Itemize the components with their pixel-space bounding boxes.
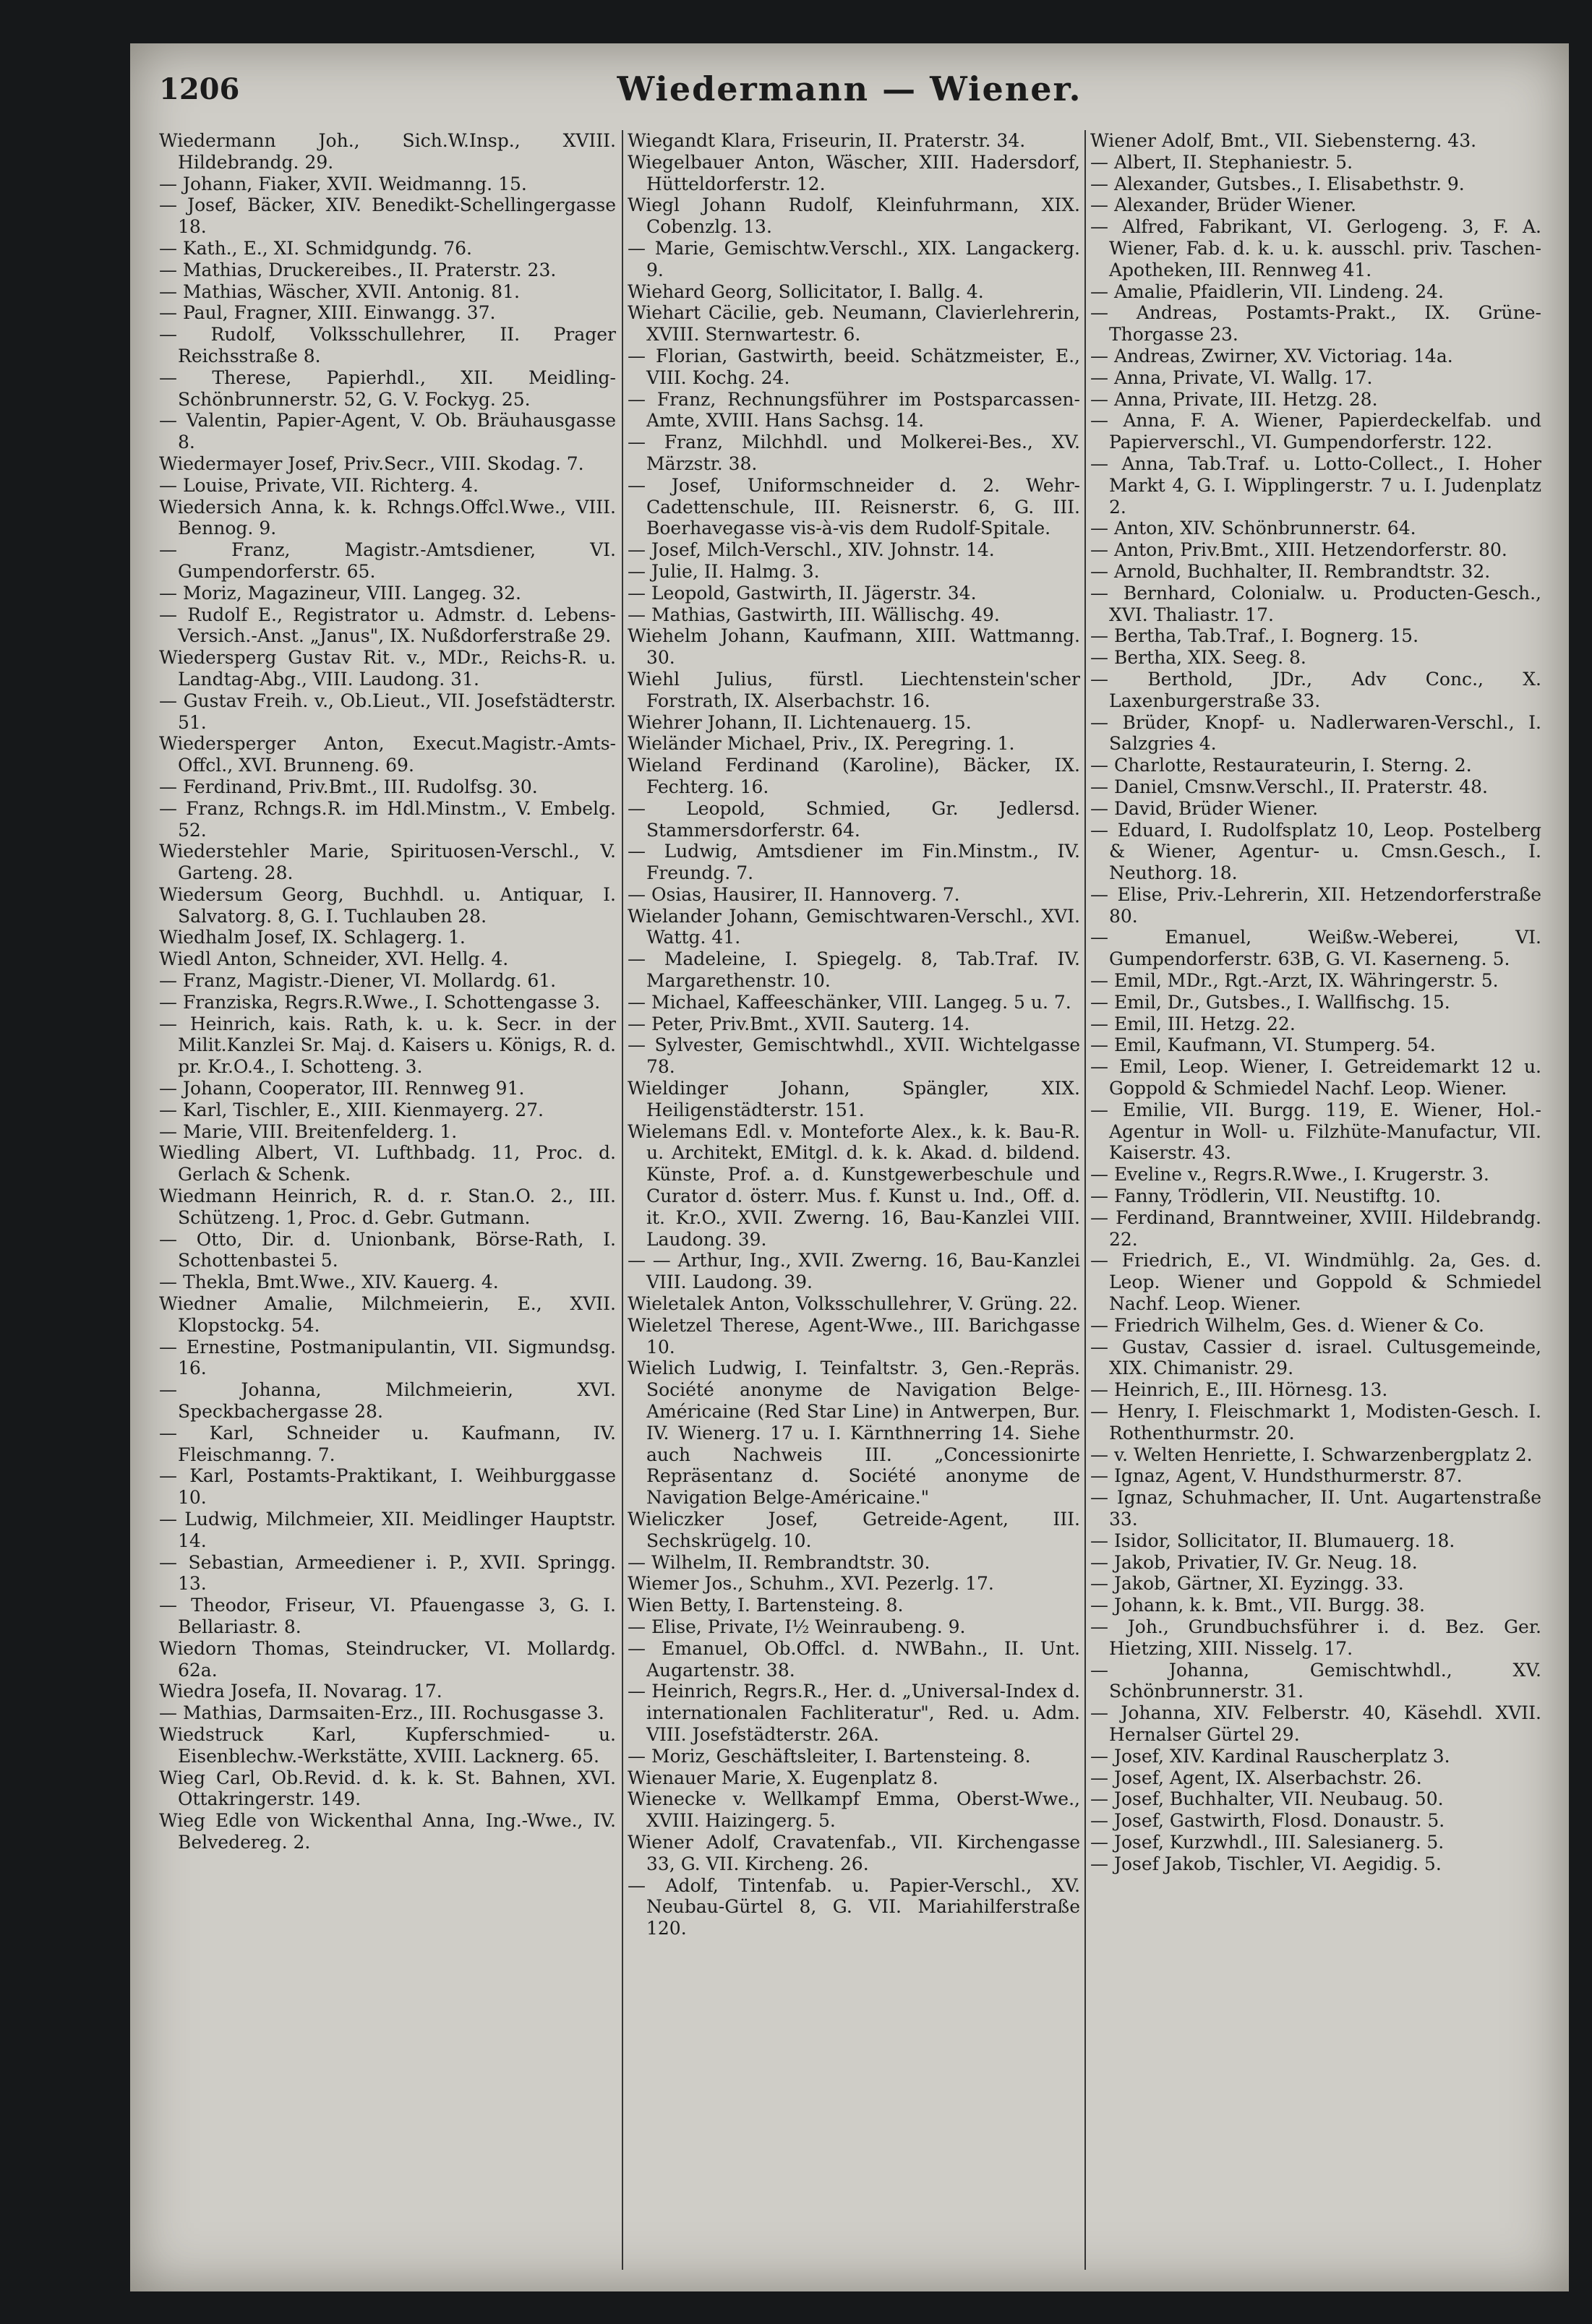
directory-entry: — Moriz, Geschäftsleiter, I. Bartensteing. 8. — [628, 1745, 1031, 1767]
directory-page — [130, 43, 1569, 2291]
directory-entry: — Charlotte, Restaurateurin, I. Sterng. 2. — [1090, 755, 1472, 776]
directory-entry: — Isidor, Sollicitator, II. Blumauerg. 18. — [1090, 1530, 1455, 1551]
directory-entry: — Anton, Priv.Bmt., XIII. Hetzendorferstr. 80. — [1090, 539, 1507, 561]
directory-entry: — Gustav, Cassier d. israel. Cultusgemeinde, XIX. Chimanistr. 29. — [1090, 1336, 1541, 1379]
directory-entry: Wiedersich Anna, k. k. Rchngs.Offcl.Wwe., VIII. Bennog. 9. — [159, 496, 616, 539]
directory-entry: — — Arthur, Ing., XVII. Zwerng. 16, Bau-Kanzlei VIII. Laudong. 39. — [628, 1250, 1080, 1293]
directory-entry: — Franz, Magistr.-Diener, VI. Mollardg. 61. — [159, 970, 557, 992]
directory-entry: — Josef, Uniformschneider d. 2. Wehr-Cadettenschule, III. Reisnerstr. 6, G. III. Boerhavegasse vis-à-vis dem Rudolf-Spitale. — [628, 474, 1080, 539]
directory-entry: — Josef, XIV. Kardinal Rauscherplatz 3. — [1090, 1745, 1450, 1767]
directory-entry: Wielemans Edl. v. Monteforte Alex., k. k. Bau-R. u. Architekt, EMitgl. d. k. k. Akad. d. bildend. Künste, Prof. a. d. Kunstgewerbeschule und Curator d. österr. Mus. f. Kunst u. Ind., Off. d. it. Kr.O., XVII. Zwerng. 16, Bau-Kanzlei VIII. Laudong. 39. — [628, 1120, 1080, 1250]
directory-entry: Wiener Adolf, Bmt., VII. Siebensterng. 43. — [1090, 130, 1477, 151]
directory-entry: Wiedl Anton, Schneider, XVI. Hellg. 4. — [159, 948, 509, 970]
directory-entry: Wiener Adolf, Cravatenfab., VII. Kirchengasse 33, G. VII. Kircheng. 26. — [628, 1831, 1080, 1874]
directory-entry: — Eveline v., Regrs.R.Wwe., I. Krugerstr. 3. — [1090, 1164, 1489, 1185]
directory-entry: — Bernhard, Colonialw. u. Producten-Gesch., XVI. Thaliastr. 17. — [1090, 582, 1541, 625]
directory-entry: — Jakob, Gärtner, XI. Eyzingg. 33. — [1090, 1573, 1404, 1595]
directory-entry: Wiedorn Thomas, Steindrucker, VI. Mollardg. 62a. — [159, 1637, 616, 1681]
directory-entry: — David, Brüder Wiener. — [1090, 797, 1319, 819]
directory-entry: — Alfred, Fabrikant, VI. Gerlogeng. 3, F. A. Wiener, Fab. d. k. u. k. ausschl. priv. Taschen-Apotheken, III. Rennweg 41. — [1090, 216, 1541, 280]
directory-entry: Wieldinger Johann, Spängler, XIX. Heiligenstädterstr. 151. — [628, 1078, 1080, 1120]
directory-entry: — Theodor, Friseur, VI. Pfauengasse 3, G. I. Bellariastr. 8. — [159, 1595, 616, 1637]
directory-entry: — Julie, II. Halmg. 3. — [628, 560, 820, 582]
directory-entry: — Fanny, Trödlerin, VII. Neustiftg. 10. — [1090, 1185, 1442, 1207]
directory-entry: Wieländer Michael, Priv., IX. Peregring. 1. — [628, 733, 1015, 755]
directory-entry: — Otto, Dir. d. Unionbank, Börse-Rath, I. Schottenbastei 5. — [159, 1228, 616, 1272]
directory-entry: Wiegelbauer Anton, Wäscher, XIII. Hadersdorf, Hütteldorferstr. 12. — [628, 151, 1080, 194]
directory-entry: — Alexander, Brüder Wiener. — [1090, 194, 1357, 216]
directory-columns — [159, 130, 1540, 2270]
directory-entry: — Emanuel, Ob.Offcl. d. NWBahn., II. Unt. Augartenstr. 38. — [628, 1637, 1080, 1681]
directory-entry: Wiedermann Joh., Sich.W.Insp., XVIII. Hildebrandg. 29. — [159, 130, 616, 173]
directory-entry: — Emil, Kaufmann, VI. Stumperg. 54. — [1090, 1034, 1436, 1056]
directory-entry: Wiederstehler Marie, Spirituosen-Verschl., V. Garteng. 28. — [159, 841, 616, 884]
directory-entry: — Franz, Rechnungsführer im Postsparcassen-Amte, XVIII. Hans Sachsg. 14. — [628, 388, 1080, 432]
directory-entry: — Franziska, Regrs.R.Wwe., I. Schottengasse 3. — [159, 991, 601, 1013]
running-title: Wiedermann — Wiener. — [617, 69, 1082, 108]
directory-entry: Wiehard Georg, Sollicitator, I. Ballg. 4. — [628, 280, 984, 302]
page-header — [159, 69, 1540, 123]
directory-entry: — Adolf, Tintenfab. u. Papier-Verschl., XV. Neubau-Gürtel 8, G. VII. Mariahilferstraße 120. — [628, 1874, 1080, 1939]
directory-entry: — Rudolf E., Registrator u. Admstr. d. Lebens-Versich.-Anst. „Janus", IX. Nußdorferstraße 29. — [159, 604, 616, 647]
directory-entry: — Leopold, Gastwirth, II. Jägerstr. 34. — [628, 582, 977, 604]
column-2 — [622, 130, 1080, 2270]
directory-entry: — Emil, Leop. Wiener, I. Getreidemarkt 12 u. Goppold & Schmiedel Nachf. Leop. Wiener. — [1090, 1056, 1541, 1099]
directory-entry: Wiegl Johann Rudolf, Kleinfuhrmann, XIX. Cobenzlg. 13. — [628, 194, 1080, 238]
directory-entry: — Moriz, Magazineur, VIII. Langeg. 32. — [159, 582, 521, 604]
directory-entry: — Anna, Tab.Traf. u. Lotto-Collect., I. Hoher Markt 4, G. I. Wipplingerstr. 7 u. I. Judenplatz 2. — [1090, 453, 1541, 518]
directory-entry: — Josef, Milch-Verschl., XIV. Johnstr. 14. — [628, 539, 995, 561]
directory-entry: Wiedermayer Josef, Priv.Secr., VIII. Skodag. 7. — [159, 453, 584, 474]
directory-entry: — Johanna, Gemischtwhdl., XV. Schönbrunnerstr. 31. — [1090, 1659, 1541, 1702]
directory-entry: — Alexander, Gutsbes., I. Elisabethstr. 9. — [1090, 173, 1465, 194]
directory-entry: — Josef, Kurzwhdl., III. Salesianerg. 5. — [1090, 1831, 1445, 1853]
directory-entry: — Brüder, Knopf- u. Nadlerwaren-Verschl., I. Salzgries 4. — [1090, 711, 1541, 755]
directory-entry: Wienecke v. Wellkampf Emma, Oberst-Wwe., XVIII. Haizingerg. 5. — [628, 1788, 1080, 1832]
directory-entry: — Andreas, Postamts-Prakt., IX. Grüne-Thorgasse 23. — [1090, 302, 1541, 346]
directory-entry: — Madeleine, I. Spiegelg. 8, Tab.Traf. IV. Margarethenstr. 10. — [628, 948, 1080, 992]
directory-entry: Wiehart Cäcilie, geb. Neumann, Clavierlehrerin, XVIII. Sternwartestr. 6. — [628, 302, 1080, 346]
directory-entry: — Bertha, Tab.Traf., I. Bognerg. 15. — [1090, 625, 1419, 647]
directory-entry: — Mathias, Wäscher, XVII. Antonig. 81. — [159, 280, 520, 302]
directory-entry: Wieg Edle von Wickenthal Anna, Ing.-Wwe., IV. Belvedereg. 2. — [159, 1810, 616, 1853]
directory-entry: — Friedrich Wilhelm, Ges. d. Wiener & Co. — [1090, 1314, 1484, 1336]
directory-entry: — Johann, Cooperator, III. Rennweg 91. — [159, 1078, 525, 1099]
directory-entry: — Michael, Kaffeeschänker, VIII. Langeg. 5 u. 7. — [628, 991, 1071, 1013]
directory-entry: Wiedersum Georg, Buchhdl. u. Antiquar, I. Salvatorg. 8, G. I. Tuchlauben 28. — [159, 883, 616, 927]
directory-entry: — Emil, MDr., Rgt.-Arzt, IX. Währingerstr. 5. — [1090, 970, 1499, 992]
directory-entry: — Emanuel, Weißw.-Weberei, VI. Gumpendorferstr. 63B, G. VI. Kaserneng. 5. — [1090, 927, 1541, 970]
directory-entry: — Mathias, Druckereibes., II. Praterstr. 23. — [159, 259, 557, 280]
directory-entry: — Bertha, XIX. Seeg. 8. — [1090, 647, 1306, 669]
directory-entry: — Friedrich, E., VI. Windmühlg. 2a, Ges. d. Leop. Wiener und Goppold & Schmiedel Nachf. Leop. Wiener. — [1090, 1250, 1541, 1315]
directory-entry: Wiedra Josefa, II. Novarag. 17. — [159, 1681, 442, 1702]
directory-entry: — Thekla, Bmt.Wwe., XIV. Kauerg. 4. — [159, 1272, 499, 1293]
directory-entry: Wiedstruck Karl, Kupferschmied- u. Eisenblechw.-Werkstätte, XVIII. Lacknerg. 65. — [159, 1723, 616, 1767]
directory-entry: Wien Betty, I. Bartensteing. 8. — [628, 1595, 904, 1616]
directory-entry: — Joh., Grundbuchsführer i. d. Bez. Ger. Hietzing, XIII. Nisselg. 17. — [1090, 1616, 1541, 1659]
directory-entry: — Sylvester, Gemischtwhdl., XVII. Wichtelgasse 78. — [628, 1034, 1080, 1078]
directory-entry: — Anton, XIV. Schönbrunnerstr. 64. — [1090, 518, 1416, 539]
directory-entry: — Franz, Magistr.-Amtsdiener, VI. Gumpendorferstr. 65. — [159, 539, 616, 582]
directory-entry: — Rudolf, Volksschullehrer, II. Prager Reichsstraße 8. — [159, 324, 616, 366]
directory-entry: — Mathias, Darmsaiten-Erz., III. Rochusgasse 3. — [159, 1702, 604, 1724]
directory-entry: — Franz, Rchngs.R. im Hdl.Minstm., V. Embelg. 52. — [159, 797, 616, 841]
directory-entry: Wiedmann Heinrich, R. d. r. Stan.O. 2., III. Schützeng. 1, Proc. d. Gebr. Gutmann. — [159, 1185, 616, 1228]
directory-entry: — Johann, Fiaker, XVII. Weidmanng. 15. — [159, 173, 527, 194]
directory-entry: — Berthold, JDr., Adv Conc., X. Laxenburgerstraße 33. — [1090, 668, 1541, 711]
directory-entry: — Karl, Postamts-Praktikant, I. Weihburggasse 10. — [159, 1465, 616, 1509]
directory-entry: — Ferdinand, Priv.Bmt., III. Rudolfsg. 30. — [159, 776, 538, 797]
directory-entry: — Franz, Milchhdl. und Molkerei-Bes., XV. Märzstr. 38. — [628, 432, 1080, 474]
directory-entry: — Albert, II. Stephaniestr. 5. — [1090, 151, 1353, 173]
directory-entry: — Karl, Schneider u. Kaufmann, IV. Fleischmanng. 7. — [159, 1422, 616, 1465]
directory-entry: — Paul, Fragner, XIII. Einwangg. 37. — [159, 302, 496, 324]
directory-entry: — v. Welten Henriette, I. Schwarzenbergplatz 2. — [1090, 1444, 1533, 1465]
directory-entry: — Therese, Papierhdl., XII. Meidling-Schönbrunnerstr. 52, G. V. Fockyg. 25. — [159, 366, 616, 410]
directory-entry: — Emilie, VII. Burgg. 119, E. Wiener, Hol.-Agentur in Woll- u. Filzhüte-Manufactur, VII. Kaiserstr. 43. — [1090, 1099, 1541, 1164]
directory-entry: — Ignaz, Agent, V. Hundsthurmerstr. 87. — [1090, 1465, 1463, 1487]
directory-entry: Wiedhalm Josef, IX. Schlagerg. 1. — [159, 927, 466, 948]
directory-entry: — Josef, Agent, IX. Alserbachstr. 26. — [1090, 1767, 1422, 1788]
directory-entry: Wieletzel Therese, Agent-Wwe., III. Barichgasse 10. — [628, 1314, 1080, 1358]
directory-entry: — Elise, Priv.-Lehrerin, XII. Hetzendorferstraße 80. — [1090, 883, 1541, 927]
directory-entry: Wielander Johann, Gemischtwaren-Verschl., XVI. Wattg. 41. — [628, 905, 1080, 948]
directory-entry: — Marie, VIII. Breitenfelderg. 1. — [159, 1120, 458, 1142]
directory-entry: — Anna, Private, VI. Wallg. 17. — [1090, 366, 1373, 388]
directory-entry: Wiegandt Klara, Friseurin, II. Praterstr. 34. — [628, 130, 1026, 151]
directory-entry: — Johanna, XIV. Felberstr. 40, Käsehdl. XVII. Hernalser Gürtel 29. — [1090, 1702, 1541, 1745]
directory-entry: — Daniel, Cmsnw.Verschl., II. Praterstr. 48. — [1090, 776, 1488, 797]
directory-entry: — Anna, F. A. Wiener, Papierdeckelfab. und Papierverschl., VI. Gumpendorferstr. 122. — [1090, 410, 1541, 453]
directory-entry: Wienauer Marie, X. Eugenplatz 8. — [628, 1767, 938, 1788]
directory-entry: — Sebastian, Armeediener i. P., XVII. Springg. 13. — [159, 1551, 616, 1595]
directory-entry: — Elise, Private, I½ Weinraubeng. 9. — [628, 1616, 966, 1637]
directory-entry: — Ernestine, Postmanipulantin, VII. Sigmundsg. 16. — [159, 1336, 616, 1379]
directory-entry: — Emil, III. Hetzg. 22. — [1090, 1013, 1296, 1034]
column-1 — [159, 130, 616, 2270]
directory-entry: — Mathias, Gastwirth, III. Wällischg. 49. — [628, 604, 1000, 625]
directory-entry: — Kath., E., XI. Schmidgundg. 76. — [159, 237, 472, 259]
directory-entry: Wiedersperg Gustav Rit. v., MDr., Reichs-R. u. Landtag-Abg., VIII. Laudong. 31. — [159, 647, 616, 690]
directory-entry: — Karl, Tischler, E., XIII. Kienmayerg. 27. — [159, 1099, 544, 1120]
directory-entry: Wiehrer Johann, II. Lichtenauerg. 15. — [628, 711, 972, 733]
directory-entry: — Heinrich, Regrs.R., Her. d. „Universal-Index d. internationalen Fachliteratur", Red. u. Adm. VIII. Josefstädterstr. 26A. — [628, 1681, 1080, 1745]
directory-entry: Wiehelm Johann, Kaufmann, XIII. Wattmanng. 30. — [628, 625, 1080, 669]
directory-entry: — Anna, Private, III. Hetzg. 28. — [1090, 388, 1378, 410]
directory-entry: — Florian, Gastwirth, beeid. Schätzmeister, E., VIII. Kochg. 24. — [628, 345, 1080, 388]
directory-entry: — Marie, Gemischtw.Verschl., XIX. Langackerg. 9. — [628, 237, 1080, 280]
directory-entry: — Jakob, Privatier, IV. Gr. Neug. 18. — [1090, 1551, 1418, 1573]
directory-entry: — Peter, Priv.Bmt., XVII. Sauterg. 14. — [628, 1013, 970, 1034]
directory-entry: Wieliczker Josef, Getreide-Agent, III. Sechskrügelg. 10. — [628, 1509, 1080, 1551]
directory-entry: — Leopold, Schmied, Gr. Jedlersd. Stammersdorferstr. 64. — [628, 797, 1080, 841]
directory-entry: — Emil, Dr., Gutsbes., I. Wallfischg. 15. — [1090, 991, 1450, 1013]
directory-entry: — Heinrich, E., III. Hörnesg. 13. — [1090, 1379, 1388, 1401]
directory-entry: Wiedersperger Anton, Execut.Magistr.-Amts-Offcl., XVI. Brunneng. 69. — [159, 733, 616, 776]
directory-entry: — Josef, Bäcker, XIV. Benedikt-Schellingergasse 18. — [159, 194, 616, 238]
directory-entry: Wiemer Jos., Schuhm., XVI. Pezerlg. 17. — [628, 1573, 994, 1595]
directory-entry: Wiehl Julius, fürstl. Liechtenstein'scher Forstrath, IX. Alserbachstr. 16. — [628, 668, 1080, 711]
column-3 — [1084, 130, 1541, 2270]
directory-entry: — Amalie, Pfaidlerin, VII. Lindeng. 24. — [1090, 280, 1444, 302]
directory-entry: — Valentin, Papier-Agent, V. Ob. Bräuhausgasse 8. — [159, 410, 616, 453]
directory-entry: Wiedling Albert, VI. Lufthbadg. 11, Proc. d. Gerlach & Schenk. — [159, 1142, 616, 1185]
directory-entry: Wieg Carl, Ob.Revid. d. k. k. St. Bahnen, XVI. Ottakringerstr. 149. — [159, 1767, 616, 1810]
directory-entry: Wiedner Amalie, Milchmeierin, E., XVII. Klopstockg. 54. — [159, 1293, 616, 1336]
directory-entry: — Osias, Hausirer, II. Hannoverg. 7. — [628, 883, 960, 905]
directory-entry: — Henry, I. Fleischmarkt 1, Modisten-Gesch. I. Rothenthurmstr. 20. — [1090, 1401, 1541, 1444]
directory-entry: — Johanna, Milchmeierin, XVI. Speckbachergasse 28. — [159, 1379, 616, 1423]
directory-entry: — Gustav Freih. v., Ob.Lieut., VII. Josefstädterstr. 51. — [159, 690, 616, 733]
directory-entry: — Heinrich, kais. Rath, k. u. k. Secr. in der Milit.Kanzlei Sr. Maj. d. Kaisers u. Königs, R. d. pr. Kr.O.4., I. Schotteng. 3. — [159, 1013, 616, 1078]
directory-entry: — Ludwig, Amtsdiener im Fin.Minstm., IV. Freundg. 7. — [628, 841, 1080, 884]
directory-entry: — Ignaz, Schuhmacher, II. Unt. Augartenstraße 33. — [1090, 1487, 1541, 1530]
directory-entry: Wielich Ludwig, I. Teinfaltstr. 3, Gen.-Repräs. Société anonyme de Navigation Belge-Américaine (Red Star Line) in Antwerpen, Bur. IV. Wienerg. 17 u. I. Kärnthnerring 14. Siehe auch Nachweis III. „Concessionirte Repräsentanz d. Société anonyme de Navigation Belge-Américaine." — [628, 1358, 1080, 1509]
directory-entry: — Ferdinand, Branntweiner, XVIII. Hildebrandg. 22. — [1090, 1206, 1541, 1250]
directory-entry: Wieland Ferdinand (Karoline), Bäcker, IX. Fechterg. 16. — [628, 755, 1080, 797]
page-number: 1206 — [159, 72, 240, 106]
directory-entry: Wieletalek Anton, Volksschullehrer, V. Grüng. 22. — [628, 1293, 1078, 1315]
directory-entry: — Johann, k. k. Bmt., VII. Burgg. 38. — [1090, 1595, 1425, 1616]
directory-entry: — Louise, Private, VII. Richterg. 4. — [159, 474, 479, 496]
directory-entry: — Ludwig, Milchmeier, XII. Meidlinger Hauptstr. 14. — [159, 1509, 616, 1551]
directory-entry: — Josef, Buchhalter, VII. Neubaug. 50. — [1090, 1788, 1444, 1810]
directory-entry: — Arnold, Buchhalter, II. Rembrandtstr. 32. — [1090, 560, 1491, 582]
directory-entry: — Eduard, I. Rudolfsplatz 10, Leop. Postelberg & Wiener, Agentur- u. Cmsn.Gesch., I. Neuthorg. 18. — [1090, 819, 1541, 884]
directory-entry: — Wilhelm, II. Rembrandtstr. 30. — [628, 1551, 930, 1573]
directory-entry: — Andreas, Zwirner, XV. Victoriag. 14a. — [1090, 345, 1453, 366]
directory-entry: — Josef Jakob, Tischler, VI. Aegidig. 5. — [1090, 1853, 1442, 1874]
directory-entry: — Josef, Gastwirth, Flosd. Donaustr. 5. — [1090, 1810, 1445, 1832]
